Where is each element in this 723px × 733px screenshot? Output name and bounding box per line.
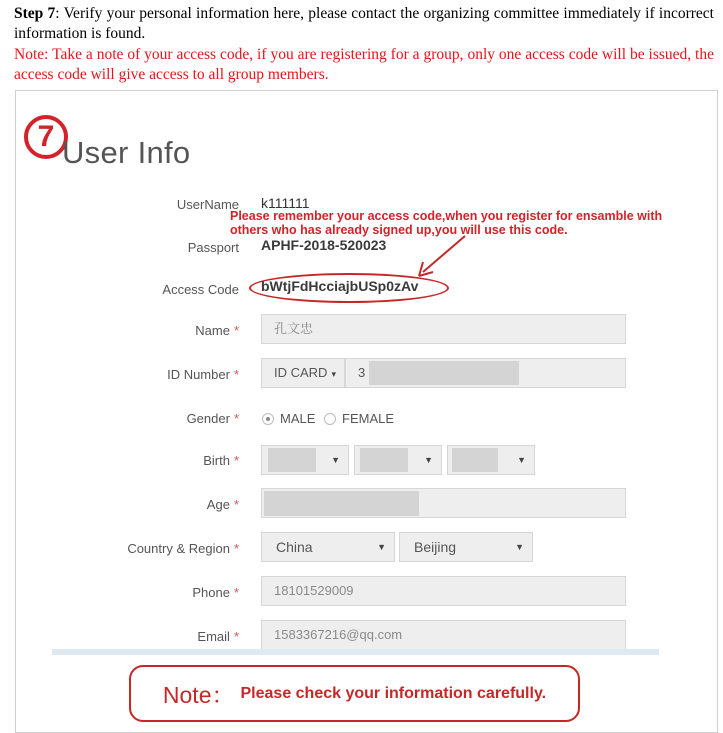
annotation-arrow-icon <box>411 234 471 280</box>
email-label: Email * <box>197 629 239 644</box>
country-region-label: Country & Region * <box>127 541 239 556</box>
gender-male-radio[interactable] <box>262 413 274 425</box>
caret-down-icon: ▼ <box>424 455 433 465</box>
caret-down-icon: ▼ <box>331 455 340 465</box>
id-type-dropdown[interactable]: ID CARD ▾ <box>261 358 345 388</box>
page-title: User Info <box>62 135 191 170</box>
caret-down-icon: ▼ <box>515 542 524 552</box>
id-number-input[interactable]: 3 <box>345 358 626 388</box>
check-info-note <box>129 665 580 722</box>
gender-female-label: FEMALE <box>342 411 395 426</box>
step-instruction <box>14 4 714 44</box>
gender-female-radio[interactable] <box>324 413 336 425</box>
note-message: Please check your information carefully. <box>240 684 547 702</box>
redacted-birth-day <box>452 448 498 472</box>
redacted-age <box>264 491 419 516</box>
country-select[interactable]: China ▼ <box>261 532 395 562</box>
access-code-value: bWtjFdHcciajbUSp0zAv <box>261 278 419 294</box>
access-code-note: Note: Take a note of your access code, if you are registering for a group, only one access code will be issued, the access code will give access to all group members. <box>14 46 714 83</box>
step-label: Step 7 <box>14 5 56 22</box>
note-prefix: Note： <box>162 682 235 708</box>
gender-male-label: MALE <box>280 411 316 426</box>
redacted-id-block <box>369 361 519 385</box>
gender-label: Gender * <box>186 411 239 426</box>
phone-input[interactable]: 18101529009 <box>261 576 626 606</box>
access-code-label: Access Code <box>162 282 239 297</box>
redacted-birth-month <box>360 448 408 472</box>
access-code-annotation: Please remember your access code,when you register for ensamble with others who has already signed up,you will use this code. <box>230 209 663 237</box>
email-input[interactable]: 1583367216@qq.com <box>261 620 626 650</box>
user-info-panel <box>15 90 718 733</box>
caret-down-icon: ▾ <box>331 369 336 379</box>
caret-down-icon: ▼ <box>377 542 386 552</box>
redacted-birth-year <box>268 448 316 472</box>
username-value: k111111 <box>261 195 310 211</box>
name-label: Name * <box>195 323 239 338</box>
step-number-badge: 7 <box>24 115 68 159</box>
name-input[interactable]: 孔文忠 <box>261 314 626 344</box>
username-label: UserName <box>176 197 239 212</box>
id-number-label: ID Number * <box>167 367 239 382</box>
birth-label: Birth * <box>203 453 239 468</box>
passport-label: Passport <box>187 240 239 255</box>
phone-label: Phone * <box>192 585 239 600</box>
step-text: : Verify your personal information here, please contact the organizing committee immediately if incorrect information is found. <box>14 5 714 42</box>
passport-value: APHF-2018-520023 <box>261 237 387 253</box>
form-bottom-divider <box>52 649 659 655</box>
age-label: Age * <box>206 497 239 512</box>
region-select[interactable]: Beijing ▼ <box>399 532 533 562</box>
caret-down-icon: ▼ <box>517 455 526 465</box>
